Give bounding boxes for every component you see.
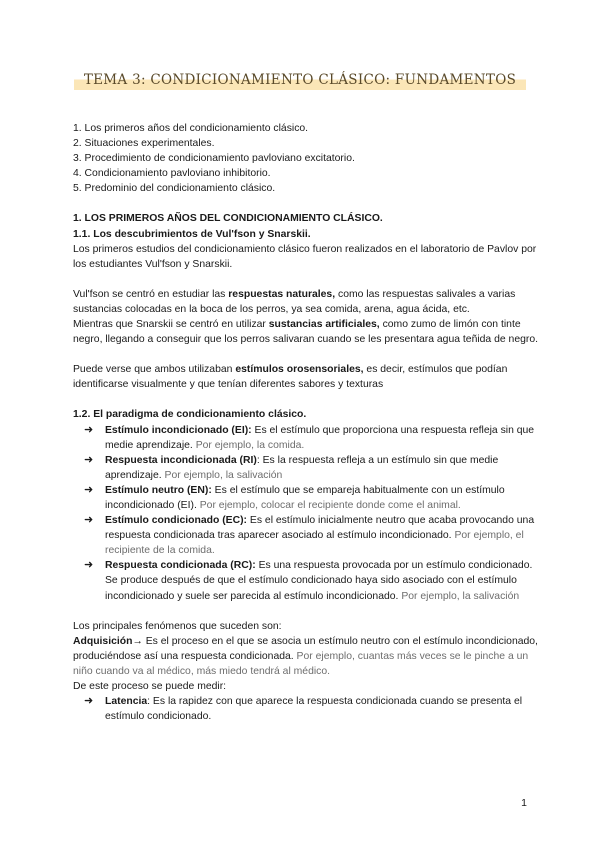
toc-item: 4. Condicionamiento pavloviano inhibitorio. — [73, 168, 271, 180]
paragraph: Los principales fenómenos que suceden son: — [73, 620, 282, 632]
document-body — [73, 121, 543, 724]
definition-term: Estímulo condicionado (EC): — [105, 515, 248, 527]
definition-text: Es el estímulo inicialmente neutro que acaba provocando una respuesta condicionada tras aparecer asociado al estímulo incondicionado. — [105, 515, 535, 542]
title-wrap — [0, 70, 600, 91]
page-number: 1 — [521, 797, 527, 809]
list-item — [79, 513, 543, 558]
paragraph: De este proceso se puede medir: — [73, 681, 227, 692]
table-of-contents — [73, 121, 543, 196]
page-title: TEMA 3: CONDICIONAMIENTO CLÁSICO: FUNDAMENTOS — [74, 70, 526, 91]
list-item — [79, 453, 543, 483]
bold-term: respuestas naturales, — [228, 288, 336, 300]
right-arrow-icon: ➜ — [84, 559, 94, 572]
definition-term: Respuesta incondicionada (RI) — [105, 454, 257, 466]
list-item — [79, 694, 543, 724]
example-text: Por ejemplo, la salivación — [161, 469, 283, 481]
text: Vul'fson se centró en estudiar las — [73, 288, 229, 300]
definition-term: Latencia — [105, 696, 148, 708]
list-item — [79, 558, 543, 603]
text: como las respuestas salivales a varias sustancias colocadas en la boca de los perros, ya sea comida, arena, agua ácida, etc. — [73, 288, 516, 315]
spacer — [73, 196, 543, 211]
right-arrow-icon: ➜ — [84, 695, 94, 708]
spacer — [73, 347, 543, 362]
definition-list — [73, 423, 543, 604]
toc-item: 2. Situaciones experimentales. — [73, 138, 215, 150]
example-text: Por ejemplo, el recipiente de la comida. — [105, 530, 524, 557]
right-arrow-icon: ➜ — [84, 423, 94, 436]
list-item — [79, 483, 543, 513]
toc-item: 3. Procedimiento de condicionamiento pavloviano excitatorio. — [73, 153, 355, 165]
text: Es el proceso en el que se asocia un estímulo neutro con el estímulo incondicionado, produciéndose así una respuesta condicionada. — [73, 635, 538, 662]
paragraph — [73, 287, 543, 317]
example-text: Por ejemplo, cuantas más veces se le pinche a un niño cuando va al médico, más miedo tendrá al médico. — [73, 650, 529, 677]
text: Mientras que Snarskii se centró en utilizar — [73, 319, 269, 331]
spacer — [73, 604, 543, 619]
definition-text: Es el estímulo que proporciona una respuesta refleja sin que medie aprendizaje. — [105, 424, 535, 451]
definition-text: : Es la rapidez con que aparece la respuesta condicionada cuando se presenta el estímulo condicionado. — [105, 696, 523, 723]
paragraph — [73, 317, 543, 347]
example-text: Por ejemplo, la comida. — [192, 439, 305, 451]
definition-text: : Es la respuesta refleja a un estímulo sin que medie aprendizaje. — [105, 454, 499, 481]
subsection-heading: 1.1. Los descubrimientos de Vul'fson y Snarskii. — [73, 228, 311, 240]
toc-item: 5. Predominio del condicionamiento clásico. — [73, 183, 276, 195]
right-arrow-icon: ➜ — [84, 483, 94, 496]
text: Puede verse que ambos utilizaban — [73, 364, 236, 376]
text: es decir, estímulos que podían identificarse visualmente y que tenían diferentes sabores y texturas — [73, 364, 508, 391]
definition-term: Respuesta condicionada (RC): — [105, 560, 256, 572]
right-arrow-icon: ➜ — [84, 453, 94, 466]
text: como zumo de limón con tinte negro, llegando a conseguir que los perros salivaran cuando se les presentara agua teñida de negro. — [73, 319, 539, 346]
paragraph — [73, 634, 543, 679]
subsection-heading: 1.2. El paradigma de condicionamiento clásico. — [73, 409, 307, 421]
bold-term: estímulos orosensoriales, — [235, 364, 364, 376]
paragraph — [73, 362, 543, 392]
bold-term: sustancias artificiales, — [268, 319, 380, 331]
definition-text: Es el estímulo que se empareja habitualmente con un estímulo incondicionado (EI). — [105, 484, 505, 511]
measure-list — [73, 694, 543, 724]
definition-text: Es una respuesta provocada por un estímulo condicionado. Se produce después de que el estímulo condicionado haya sido asociado con el estímulo incondicionado y suele ser parecida al estímulo incondicionado. — [105, 560, 533, 602]
definition-term: Estímulo incondicionado (EI): — [105, 424, 252, 436]
spacer — [73, 392, 543, 407]
spacer — [73, 272, 543, 287]
toc-item: 1. Los primeros años del condicionamiento clásico. — [73, 123, 309, 134]
paragraph: Los primeros estudios del condicionamiento clásico fueron realizados en el laboratorio de Pavlov por los estudiantes Vul'fson y Snarskii. — [73, 243, 537, 270]
arrow-glyph: → — [132, 635, 143, 647]
list-item — [79, 423, 543, 453]
example-text: Por ejemplo, la salivación — [398, 590, 520, 602]
bold-term: Adquisición — [73, 635, 133, 647]
section-heading: 1. LOS PRIMEROS AÑOS DEL CONDICIONAMIENTO CLÁSICO. — [73, 213, 383, 225]
example-text: Por ejemplo, colocar el recipiente donde come el animal. — [196, 499, 461, 511]
right-arrow-icon: ➜ — [84, 514, 94, 527]
definition-term: Estímulo neutro (EN): — [105, 484, 212, 496]
